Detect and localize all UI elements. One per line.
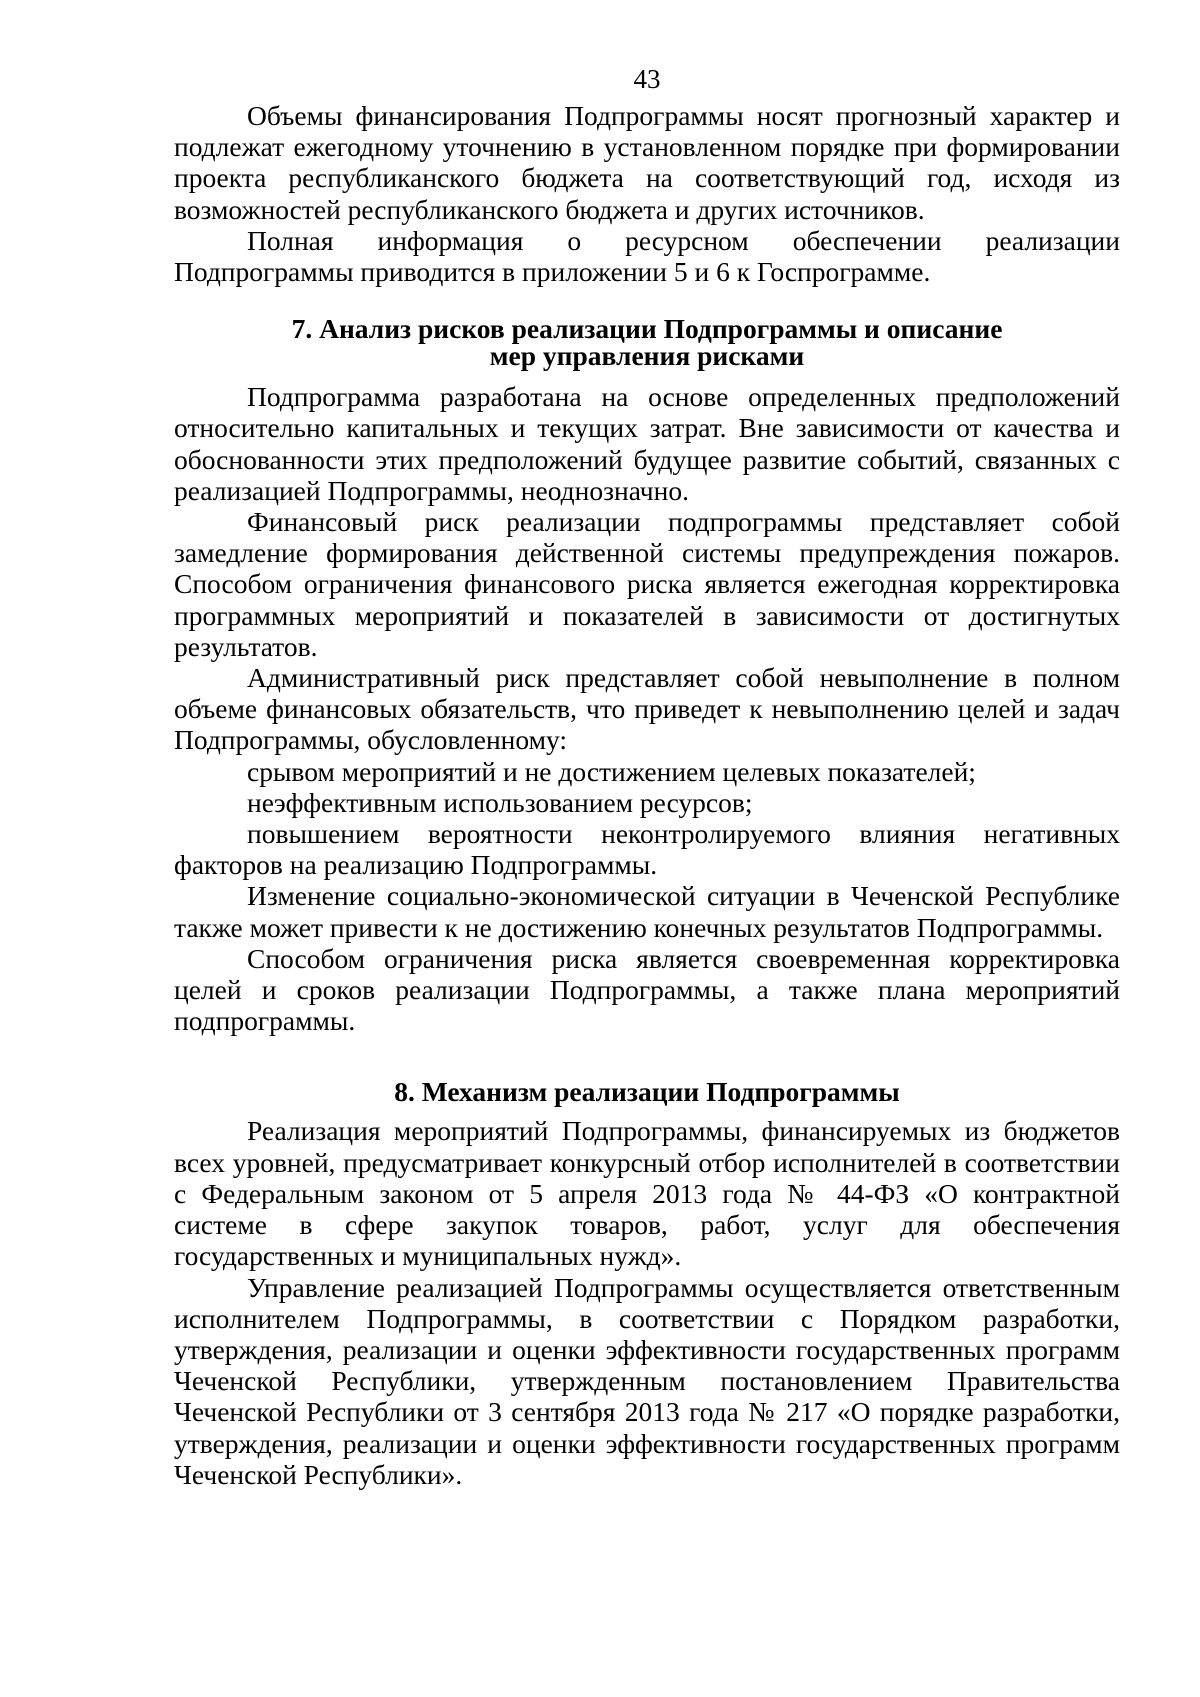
section-8-heading: 8. Механизм реализации Подпрограммы [394,1076,900,1108]
section-7-heading-line-2: мер управления рисками [489,340,805,372]
paragraph-financing-volumes: Объемы финансирования Подпрограммы носят прогнозный характер и подлежат ежегодному уточнению в установленном порядке при формировании проекта республиканского бюджета на соответствующий год, исходя из возможностей республиканского бюджета и других источников. [174,100,1120,225]
list-item-disruption: срывом мероприятий и не достижением целевых показателей; [247,755,976,787]
list-item-negative-factors: повышением вероятности неконтролируемого влияния негативных факторов на реализацию Подпрограммы. [174,818,1120,881]
paragraph-socioeconomic-change: Изменение социально-экономической ситуации в Чеченской Республике также может привести к не достижению конечных результатов Подпрограммы. [174,880,1120,943]
paragraph-competitive-selection: Реализация мероприятий Подпрограммы, финансируемых из бюджетов всех уровней, предусматривает конкурсный отбор исполнителей в соответствии с Федеральным законом от 5 апреля 2013 года № 44-ФЗ «О контрактной системе в сфере закупок товаров, работ, услуг для обеспечения государственных и муниципальных нужд». [174,1115,1120,1272]
paragraph-management: Управление реализацией Подпрограммы осуществляется ответственным исполнителем Подпрограммы, в соответствии с Порядком разработки, утверждения, реализации и оценки эффективности государственных программ Чеченской Республики, утвержденным постановлением Правительства Чеченской Республики от 3 сентября 2013 года № 217 «О порядке разработки, утверждения, реализации и оценки эффективности государственных программ Чеченской Республики». [174,1271,1120,1490]
paragraph-resource-info: Полная информация о ресурсном обеспечении реализации Подпрограммы приводится в приложении 5 и 6 к Госпрограмме. [174,224,1120,288]
paragraph-administrative-risk: Административный риск представляет собой невыполнение в полном объеме финансовых обязательств, что приведет к невыполнению целей и задач Подпрограммы, обусловленному: [174,662,1120,756]
list-item-inefficient-use: неэффективным использованием ресурсов; [247,786,753,818]
section-8-heading-block [174,1076,1120,1108]
page-number: 43 [633,64,661,94]
paragraph-assumptions: Подпрограмма разработана на основе определенных предположений относительно капитальных и текущих затрат. Вне зависимости от качества и обоснованности этих предположений будущее развитие событий, связанных с реализацией Подпрограммы, неоднозначно. [174,381,1120,506]
document-page [174,64,1120,1490]
section-7-heading-line-1: 7. Анализ рисков реализации Подпрограммы и описание [291,313,1003,345]
section-7-heading [174,313,1120,372]
paragraph-risk-limitation: Способом ограничения риска является своевременная корректировка целей и сроков реализации Подпрограммы, а также плана мероприятий подпрограммы. [174,942,1120,1037]
paragraph-financial-risk: Финансовый риск реализации подпрограммы представляет собой замедление формирования действенной системы предупреждения пожаров. Способом ограничения финансового риска является ежегодная корректировка программных мероприятий и показателей в зависимости от достигнутых результатов. [174,506,1120,662]
